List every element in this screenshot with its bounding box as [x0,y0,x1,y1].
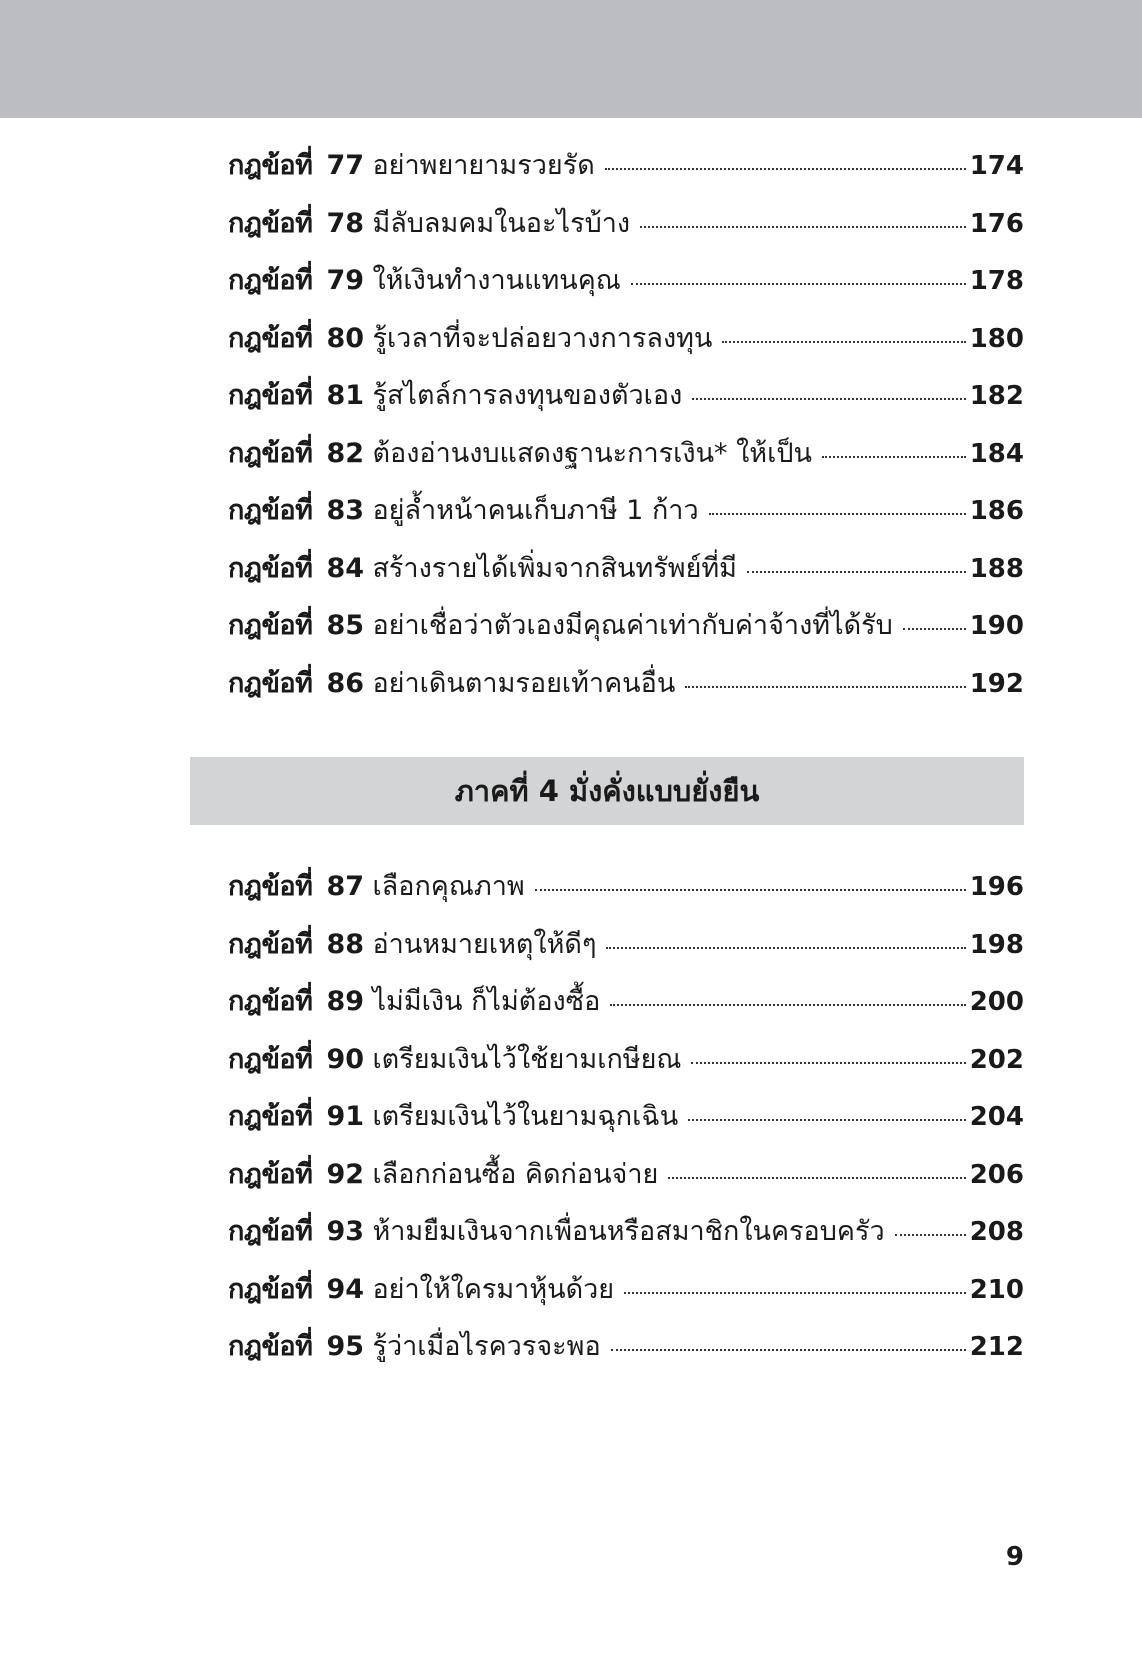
toc-entry[interactable] [228,864,1024,922]
rule-title: เตรียมเงินไว้ใช้ยามเกษียณ [372,1043,682,1075]
rule-label: กฎข้อที่ [228,1216,313,1247]
rule-title: อยู่ล้ำหน้าคนเก็บภาษี 1 ก้าว [372,495,699,526]
dot-leader [640,226,966,228]
rule-title: เลือกก่อนซื้อ คิดก่อนจ่าย [372,1158,659,1190]
toc-entry[interactable] [228,546,1024,604]
dot-leader [747,571,966,573]
page-ref: 176 [969,208,1024,239]
toc-entry[interactable] [228,316,1024,374]
rule-number: 92 [326,1158,365,1190]
rule-label: กฎข้อที่ [228,380,313,411]
rule-title: อย่าพยายามรวยรัด [372,150,595,181]
rule-label: กฎข้อที่ [228,610,313,641]
rule-label: กฎข้อที่ [228,207,313,239]
page-ref: 174 [969,151,1024,181]
page-ref: 204 [969,1102,1024,1132]
rule-title: ห้ามยืมเงินจากเพื่อนหรือสมาชิกในครอบครัว [372,1216,885,1247]
rule-label: กฎข้อที่ [228,871,313,902]
dot-leader [668,1177,965,1179]
rule-number: 82 [326,437,365,469]
page-ref: 180 [969,323,1024,354]
page-ref: 192 [969,668,1024,699]
toc-entry[interactable] [228,1324,1024,1382]
rule-number: 78 [326,207,365,239]
rule-title: รู้เวลาที่จะปล่อยวางการลงทุน [372,322,713,354]
rule-number: 83 [326,495,365,526]
dot-leader [688,1119,966,1121]
dot-leader [606,947,965,949]
toc-entry[interactable] [228,1209,1024,1267]
rule-title: มีลับลมคมในอะไรบ้าง [372,207,631,239]
toc-entry[interactable] [228,201,1024,259]
rule-label: กฎข้อที่ [228,1273,313,1305]
section-heading-part-4 [190,757,1024,825]
dot-leader [895,1234,966,1236]
page-ref: 186 [969,496,1024,526]
page-ref: 198 [969,929,1024,960]
rule-title: ไม่มีเงิน ก็ไม่ต้องซื้อ [372,986,601,1017]
page-number: 9 [1005,1542,1024,1572]
rule-number: 77 [326,150,365,181]
page-ref: 200 [969,987,1024,1017]
rule-title: อย่าให้ใครมาหุ้นด้วย [372,1273,615,1305]
page-ref: 212 [969,1332,1024,1362]
rule-number: 80 [326,322,365,354]
rule-label: กฎข้อที่ [228,552,313,584]
page-ref: 178 [969,266,1024,296]
rule-title: เลือกคุณภาพ [372,871,525,902]
rule-label: กฎข้อที่ [228,667,313,699]
rule-title: รู้ว่าเมื่อไรควรจะพอ [372,1331,601,1362]
rule-number: 86 [326,667,365,699]
page-ref: 184 [969,438,1024,469]
rule-label: กฎข้อที่ [228,265,313,296]
dot-leader [631,283,966,285]
page-ref: 188 [969,553,1024,584]
dot-leader [535,889,966,891]
rule-title: ต้องอ่านงบแสดงฐานะการเงิน* ให้เป็น [372,437,812,469]
dot-leader [624,1292,966,1294]
rule-label: กฎข้อที่ [228,986,313,1017]
toc-entry[interactable] [228,1094,1024,1152]
toc-entry[interactable] [228,603,1024,661]
rule-label: กฎข้อที่ [228,1158,313,1190]
rule-title: สร้างรายได้เพิ่มจากสินทรัพย์ที่มี [372,552,737,584]
dot-leader [611,1349,966,1351]
rule-label: กฎข้อที่ [228,322,313,354]
dot-leader [903,628,966,630]
toc-entry[interactable] [228,373,1024,431]
dot-leader [822,456,966,458]
toc-entry[interactable] [228,488,1024,546]
page-ref: 202 [969,1044,1024,1075]
rule-title: อ่านหมายเหตุให้ดีๆ [372,928,597,960]
rule-number: 85 [326,610,365,641]
toc-entry[interactable] [228,661,1024,719]
toc-entry[interactable] [228,1037,1024,1095]
toc-entry[interactable] [228,922,1024,980]
rule-number: 79 [326,265,365,296]
rule-number: 95 [326,1331,365,1362]
section-heading-text: ภาคที่ 4 มั่งคั่งแบบยั่งยืน [454,774,760,808]
rule-number: 89 [326,986,365,1017]
rule-title: อย่าเชื่อว่าตัวเองมีคุณค่าเท่ากับค่าจ้างที่ได้รับ [372,610,893,641]
dot-leader [709,513,966,515]
dot-leader [692,398,965,400]
page-ref: 208 [969,1217,1024,1247]
rule-number: 88 [326,928,365,960]
rule-label: กฎข้อที่ [228,1043,313,1075]
rule-number: 84 [326,552,365,584]
rule-number: 81 [326,380,365,411]
rule-number: 91 [326,1101,365,1132]
rule-label: กฎข้อที่ [228,437,313,469]
toc-list-part-4 [228,864,1024,1382]
rule-title: อย่าเดินตามรอยเท้าคนอื่น [372,667,676,699]
toc-entry[interactable] [228,1267,1024,1325]
dot-leader [605,168,966,170]
rule-title: รู้สไตล์การลงทุนของตัวเอง [372,380,683,411]
page-ref: 196 [969,872,1024,902]
toc-list-part-3 [228,143,1024,718]
page-ref: 190 [969,611,1024,641]
dot-leader [610,1004,965,1006]
toc-entry[interactable] [228,979,1024,1037]
rule-label: กฎข้อที่ [228,1331,313,1362]
toc-entry[interactable] [228,143,1024,201]
page-ref: 210 [969,1274,1024,1305]
toc-entry[interactable] [228,431,1024,489]
rule-label: กฎข้อที่ [228,928,313,960]
toc-entry[interactable] [228,1152,1024,1210]
rule-number: 90 [326,1043,365,1075]
rule-title: ให้เงินทำงานแทนคุณ [372,265,621,296]
dot-leader [722,341,965,343]
page-ref: 182 [969,381,1024,411]
rule-label: กฎข้อที่ [228,150,313,181]
rule-number: 93 [326,1216,365,1247]
rule-label: กฎข้อที่ [228,1101,313,1132]
rule-title: เตรียมเงินไว้ในยามฉุกเฉิน [372,1101,679,1132]
rule-number: 87 [326,871,365,902]
dot-leader [685,686,965,688]
header-band [0,0,1142,118]
page-ref: 206 [969,1159,1024,1190]
dot-leader [691,1062,965,1064]
rule-number: 94 [326,1273,365,1305]
toc-entry[interactable] [228,258,1024,316]
rule-label: กฎข้อที่ [228,495,313,526]
